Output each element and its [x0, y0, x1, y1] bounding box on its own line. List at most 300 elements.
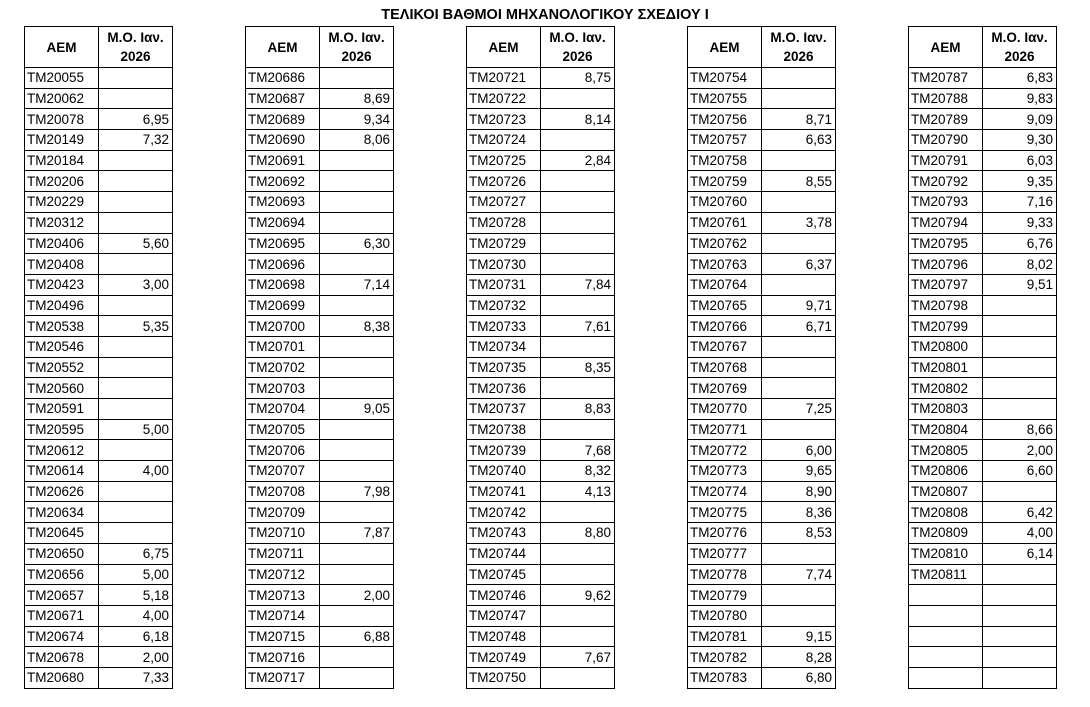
student-id-cell: TM20727 — [467, 192, 541, 213]
grade-cell: 6,14 — [983, 543, 1057, 564]
grade-cell — [541, 88, 615, 109]
student-id-cell: TM20552 — [25, 357, 99, 378]
student-id-cell: TM20184 — [25, 150, 99, 171]
column-spacer — [836, 357, 909, 378]
student-id-cell: TM20767 — [688, 336, 762, 357]
column-spacer — [615, 109, 688, 130]
student-id-cell — [909, 605, 983, 626]
header-grade — [99, 27, 173, 68]
student-id-cell: TM20712 — [246, 564, 320, 585]
column-spacer — [615, 605, 688, 626]
grade-cell: 4,00 — [99, 461, 173, 482]
grade-cell — [320, 667, 394, 688]
student-id-cell: TM20771 — [688, 419, 762, 440]
grade-cell: 9,30 — [983, 130, 1057, 151]
grade-cell — [541, 378, 615, 399]
student-id-cell: TM20804 — [909, 419, 983, 440]
column-spacer — [173, 88, 246, 109]
grade-cell — [541, 564, 615, 585]
student-id-cell: TM20704 — [246, 399, 320, 420]
student-id-cell: TM20747 — [467, 605, 541, 626]
grade-cell: 6,00 — [762, 440, 836, 461]
grade-cell — [541, 233, 615, 254]
student-id-cell: TM20691 — [246, 150, 320, 171]
grade-cell — [99, 378, 173, 399]
column-spacer — [173, 336, 246, 357]
student-id-cell: TM20800 — [909, 336, 983, 357]
student-id-cell: TM20716 — [246, 647, 320, 668]
table-row — [25, 274, 1057, 295]
column-spacer — [173, 481, 246, 502]
column-spacer — [394, 378, 467, 399]
column-spacer — [836, 192, 909, 213]
column-spacer — [394, 109, 467, 130]
grade-cell — [99, 357, 173, 378]
column-spacer — [394, 336, 467, 357]
student-id-cell: TM20798 — [909, 295, 983, 316]
student-id-cell: TM20742 — [467, 502, 541, 523]
grade-cell — [541, 667, 615, 688]
column-spacer — [173, 233, 246, 254]
column-spacer — [394, 295, 467, 316]
column-spacer — [173, 192, 246, 213]
column-spacer — [615, 481, 688, 502]
student-id-cell: TM20754 — [688, 68, 762, 89]
column-spacer — [836, 68, 909, 89]
grade-cell — [983, 316, 1057, 337]
header-grade — [762, 27, 836, 68]
grade-cell — [541, 212, 615, 233]
grade-cell — [541, 130, 615, 151]
student-id-cell — [909, 585, 983, 606]
student-id-cell: TM20708 — [246, 481, 320, 502]
table-row — [25, 667, 1057, 688]
column-spacer — [836, 27, 909, 68]
header-grade-line1: Μ.Ο. Ιαν. — [770, 29, 827, 45]
grade-cell — [99, 336, 173, 357]
grade-cell — [320, 68, 394, 89]
grade-cell — [320, 254, 394, 275]
column-spacer — [173, 564, 246, 585]
student-id-cell: TM20775 — [688, 502, 762, 523]
student-id-cell: TM20777 — [688, 543, 762, 564]
student-id-cell: TM20759 — [688, 171, 762, 192]
column-spacer — [173, 274, 246, 295]
grade-cell — [762, 357, 836, 378]
student-id-cell: TM20731 — [467, 274, 541, 295]
column-spacer — [394, 316, 467, 337]
grade-cell — [320, 150, 394, 171]
grade-cell — [541, 171, 615, 192]
grade-cell: 6,42 — [983, 502, 1057, 523]
grade-cell: 6,37 — [762, 254, 836, 275]
column-spacer — [615, 585, 688, 606]
column-spacer — [394, 27, 467, 68]
column-spacer — [394, 626, 467, 647]
column-spacer — [173, 440, 246, 461]
student-id-cell: TM20612 — [25, 440, 99, 461]
table-row — [25, 109, 1057, 130]
column-spacer — [836, 481, 909, 502]
header-grade-line2: 2026 — [1004, 49, 1035, 64]
grade-cell: 8,06 — [320, 130, 394, 151]
column-spacer — [394, 564, 467, 585]
student-id-cell: TM20774 — [688, 481, 762, 502]
table-row — [25, 605, 1057, 626]
grade-cell: 8,35 — [541, 357, 615, 378]
column-spacer — [615, 171, 688, 192]
column-spacer — [836, 130, 909, 151]
student-id-cell — [909, 647, 983, 668]
student-id-cell: TM20206 — [25, 171, 99, 192]
student-id-cell: TM20746 — [467, 585, 541, 606]
header-grade — [983, 27, 1057, 68]
table-row — [25, 399, 1057, 420]
table-row — [25, 88, 1057, 109]
column-spacer — [173, 647, 246, 668]
grade-cell — [320, 212, 394, 233]
column-spacer — [615, 88, 688, 109]
student-id-cell: TM20791 — [909, 150, 983, 171]
student-id-cell: TM20406 — [25, 233, 99, 254]
column-spacer — [394, 150, 467, 171]
student-id-cell: TM20062 — [25, 88, 99, 109]
student-id-cell: TM20734 — [467, 336, 541, 357]
student-id-cell: TM20690 — [246, 130, 320, 151]
grade-cell — [983, 357, 1057, 378]
student-id-cell: TM20794 — [909, 212, 983, 233]
table-row — [25, 295, 1057, 316]
student-id-cell: TM20782 — [688, 647, 762, 668]
grade-cell: 5,35 — [99, 316, 173, 337]
student-id-cell: TM20803 — [909, 399, 983, 420]
student-id-cell: TM20809 — [909, 523, 983, 544]
grade-cell — [983, 667, 1057, 688]
student-id-cell: TM20744 — [467, 543, 541, 564]
grade-cell: 9,83 — [983, 88, 1057, 109]
student-id-cell: TM20614 — [25, 461, 99, 482]
column-spacer — [173, 605, 246, 626]
column-spacer — [615, 626, 688, 647]
student-id-cell: TM20796 — [909, 254, 983, 275]
table-row — [25, 626, 1057, 647]
student-id-cell: TM20733 — [467, 316, 541, 337]
column-spacer — [173, 150, 246, 171]
table-row — [25, 378, 1057, 399]
grade-cell: 4,00 — [99, 605, 173, 626]
grade-cell: 7,61 — [541, 316, 615, 337]
student-id-cell: TM20769 — [688, 378, 762, 399]
student-id-cell: TM20802 — [909, 378, 983, 399]
student-id-cell: TM20702 — [246, 357, 320, 378]
student-id-cell: TM20423 — [25, 274, 99, 295]
student-id-cell: TM20764 — [688, 274, 762, 295]
grade-cell: 4,13 — [541, 481, 615, 502]
grade-cell: 6,63 — [762, 130, 836, 151]
column-spacer — [836, 150, 909, 171]
student-id-cell: TM20729 — [467, 233, 541, 254]
grade-cell: 7,33 — [99, 667, 173, 688]
column-spacer — [394, 399, 467, 420]
grade-cell — [541, 502, 615, 523]
student-id-cell: TM20806 — [909, 461, 983, 482]
grade-cell — [983, 481, 1057, 502]
student-id-cell: TM20766 — [688, 316, 762, 337]
student-id-cell: TM20694 — [246, 212, 320, 233]
grade-cell: 8,32 — [541, 461, 615, 482]
column-spacer — [394, 481, 467, 502]
student-id-cell: TM20692 — [246, 171, 320, 192]
column-spacer — [836, 399, 909, 420]
column-spacer — [173, 130, 246, 151]
column-spacer — [173, 316, 246, 337]
student-id-cell: TM20722 — [467, 88, 541, 109]
grade-cell: 5,18 — [99, 585, 173, 606]
student-id-cell: TM20728 — [467, 212, 541, 233]
column-spacer — [836, 523, 909, 544]
column-spacer — [173, 295, 246, 316]
column-spacer — [173, 461, 246, 482]
student-id-cell: TM20755 — [688, 88, 762, 109]
student-id-cell — [909, 626, 983, 647]
grade-cell: 7,14 — [320, 274, 394, 295]
student-id-cell: TM20705 — [246, 419, 320, 440]
column-spacer — [615, 68, 688, 89]
header-grade — [320, 27, 394, 68]
column-spacer — [615, 440, 688, 461]
table-row — [25, 171, 1057, 192]
grade-cell: 9,71 — [762, 295, 836, 316]
grade-cell — [99, 502, 173, 523]
student-id-cell: TM20736 — [467, 378, 541, 399]
student-id-cell: TM20797 — [909, 274, 983, 295]
student-id-cell: TM20765 — [688, 295, 762, 316]
grade-cell — [320, 357, 394, 378]
grade-cell: 3,78 — [762, 212, 836, 233]
column-spacer — [615, 192, 688, 213]
header-aem: ΑΕΜ — [909, 27, 983, 68]
grade-cell — [99, 68, 173, 89]
student-id-cell: TM20730 — [467, 254, 541, 275]
table-row — [25, 130, 1057, 151]
grade-cell: 5,60 — [99, 233, 173, 254]
column-spacer — [394, 233, 467, 254]
column-spacer — [836, 336, 909, 357]
column-spacer — [173, 212, 246, 233]
grade-cell: 6,30 — [320, 233, 394, 254]
grade-cell — [762, 192, 836, 213]
student-id-cell: TM20671 — [25, 605, 99, 626]
column-spacer — [173, 27, 246, 68]
student-id-cell: TM20781 — [688, 626, 762, 647]
column-spacer — [394, 523, 467, 544]
column-spacer — [173, 419, 246, 440]
table-row — [25, 564, 1057, 585]
grade-cell: 6,76 — [983, 233, 1057, 254]
student-id-cell: TM20721 — [467, 68, 541, 89]
student-id-cell: TM20773 — [688, 461, 762, 482]
student-id-cell: TM20795 — [909, 233, 983, 254]
grade-cell — [99, 192, 173, 213]
column-spacer — [615, 233, 688, 254]
student-id-cell: TM20717 — [246, 667, 320, 688]
student-id-cell: TM20801 — [909, 357, 983, 378]
student-id-cell: TM20538 — [25, 316, 99, 337]
grade-cell — [541, 543, 615, 564]
column-spacer — [615, 543, 688, 564]
column-spacer — [173, 543, 246, 564]
grade-cell: 5,00 — [99, 419, 173, 440]
column-spacer — [836, 88, 909, 109]
column-spacer — [394, 274, 467, 295]
grade-cell: 2,00 — [320, 585, 394, 606]
grade-cell: 7,25 — [762, 399, 836, 420]
grade-cell: 8,83 — [541, 399, 615, 420]
column-spacer — [394, 502, 467, 523]
student-id-cell: TM20560 — [25, 378, 99, 399]
student-id-cell: TM20757 — [688, 130, 762, 151]
column-spacer — [836, 585, 909, 606]
student-id-cell: TM20723 — [467, 109, 541, 130]
student-id-cell: TM20674 — [25, 626, 99, 647]
student-id-cell: TM20626 — [25, 481, 99, 502]
student-id-cell: TM20678 — [25, 647, 99, 668]
column-spacer — [836, 667, 909, 688]
grade-cell: 5,00 — [99, 564, 173, 585]
column-spacer — [173, 378, 246, 399]
grade-cell: 7,16 — [983, 192, 1057, 213]
column-spacer — [615, 378, 688, 399]
student-id-cell: TM20787 — [909, 68, 983, 89]
student-id-cell: TM20762 — [688, 233, 762, 254]
table-row — [25, 68, 1057, 89]
grade-cell — [762, 233, 836, 254]
grade-cell: 6,71 — [762, 316, 836, 337]
grade-cell: 9,15 — [762, 626, 836, 647]
student-id-cell: TM20698 — [246, 274, 320, 295]
grade-cell: 8,69 — [320, 88, 394, 109]
student-id-cell: TM20546 — [25, 336, 99, 357]
grade-cell — [320, 502, 394, 523]
column-spacer — [836, 564, 909, 585]
header-grade-line1: Μ.Ο. Ιαν. — [549, 29, 606, 45]
grade-cell — [320, 461, 394, 482]
header-grade-line1: Μ.Ο. Ιαν. — [328, 29, 385, 45]
grade-cell: 6,75 — [99, 543, 173, 564]
grade-cell — [99, 481, 173, 502]
column-spacer — [173, 502, 246, 523]
grade-cell — [320, 564, 394, 585]
student-id-cell: TM20726 — [467, 171, 541, 192]
student-id-cell: TM20595 — [25, 419, 99, 440]
grade-cell: 7,84 — [541, 274, 615, 295]
header-grade-line1: Μ.Ο. Ιαν. — [107, 29, 164, 45]
table-row — [25, 316, 1057, 337]
column-spacer — [394, 667, 467, 688]
column-spacer — [836, 440, 909, 461]
grade-cell — [99, 88, 173, 109]
grade-cell: 6,95 — [99, 109, 173, 130]
student-id-cell: TM20735 — [467, 357, 541, 378]
column-spacer — [615, 461, 688, 482]
grade-cell: 8,75 — [541, 68, 615, 89]
table-row — [25, 233, 1057, 254]
student-id-cell: TM20808 — [909, 502, 983, 523]
grade-cell: 9,09 — [983, 109, 1057, 130]
grade-cell — [983, 378, 1057, 399]
column-spacer — [394, 419, 467, 440]
student-id-cell: TM20706 — [246, 440, 320, 461]
column-spacer — [836, 316, 909, 337]
student-id-cell: TM20650 — [25, 543, 99, 564]
grade-cell — [320, 419, 394, 440]
student-id-cell: TM20713 — [246, 585, 320, 606]
column-spacer — [394, 130, 467, 151]
grade-cell — [762, 88, 836, 109]
header-grade-line2: 2026 — [341, 49, 372, 64]
student-id-cell — [909, 667, 983, 688]
grade-cell: 2,84 — [541, 150, 615, 171]
column-spacer — [394, 647, 467, 668]
column-spacer — [615, 523, 688, 544]
column-spacer — [394, 171, 467, 192]
grade-cell: 7,74 — [762, 564, 836, 585]
table-row — [25, 419, 1057, 440]
grade-cell — [320, 171, 394, 192]
header-aem: ΑΕΜ — [25, 27, 99, 68]
column-spacer — [173, 109, 246, 130]
column-spacer — [836, 543, 909, 564]
student-id-cell: TM20788 — [909, 88, 983, 109]
column-spacer — [836, 171, 909, 192]
grade-cell — [320, 605, 394, 626]
column-spacer — [615, 254, 688, 275]
grade-cell: 8,14 — [541, 109, 615, 130]
grade-cell: 9,65 — [762, 461, 836, 482]
grade-cell — [762, 378, 836, 399]
column-spacer — [394, 440, 467, 461]
header-aem: ΑΕΜ — [467, 27, 541, 68]
column-spacer — [173, 626, 246, 647]
student-id-cell: TM20799 — [909, 316, 983, 337]
student-id-cell: TM20811 — [909, 564, 983, 585]
student-id-cell: TM20701 — [246, 336, 320, 357]
table-row — [25, 461, 1057, 482]
column-spacer — [615, 502, 688, 523]
grade-cell: 3,00 — [99, 274, 173, 295]
column-spacer — [394, 88, 467, 109]
student-id-cell: TM20725 — [467, 150, 541, 171]
grade-cell: 9,05 — [320, 399, 394, 420]
grade-cell — [99, 295, 173, 316]
column-spacer — [615, 316, 688, 337]
grade-cell: 7,67 — [541, 647, 615, 668]
student-id-cell: TM20312 — [25, 212, 99, 233]
student-id-cell: TM20780 — [688, 605, 762, 626]
student-id-cell: TM20693 — [246, 192, 320, 213]
student-id-cell: TM20745 — [467, 564, 541, 585]
student-id-cell: TM20645 — [25, 523, 99, 544]
grade-cell — [320, 440, 394, 461]
student-id-cell: TM20748 — [467, 626, 541, 647]
grade-cell — [99, 150, 173, 171]
grade-cell: 8,28 — [762, 647, 836, 668]
student-id-cell: TM20687 — [246, 88, 320, 109]
student-id-cell: TM20760 — [688, 192, 762, 213]
student-id-cell: TM20768 — [688, 357, 762, 378]
column-spacer — [394, 605, 467, 626]
column-spacer — [836, 274, 909, 295]
